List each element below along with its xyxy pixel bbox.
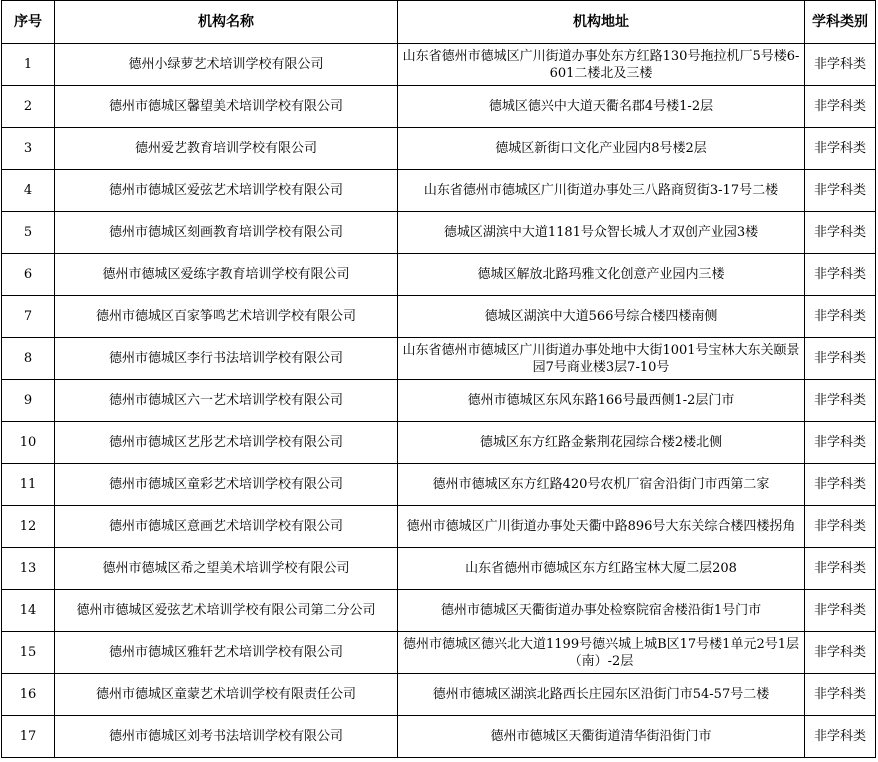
subject-type-cell: 非学科类: [805, 548, 876, 590]
table-row: [2, 548, 876, 590]
header-address: 机构地址: [398, 1, 805, 44]
institution-name-cell: 德州市德城区百家筝鸣艺术培训学校有限公司: [55, 296, 398, 338]
institution-address-cell: 德州市德城区天衢街道办事处检察院宿舍楼沿街1号门市: [398, 590, 805, 632]
table-row: [2, 422, 876, 464]
institution-address-cell: 山东省德州市德城区广川街道办事处三八路商贸街3-17号二楼: [398, 170, 805, 212]
table-row: [2, 254, 876, 296]
institution-name-cell: 德州市德城区爱练字教育培训学校有限公司: [55, 254, 398, 296]
subject-type-cell: 非学科类: [805, 632, 876, 674]
institution-address-cell: 德城区新街口文化产业园内8号楼2层: [398, 128, 805, 170]
row-number-cell: 5: [2, 212, 55, 254]
table-row: [2, 632, 876, 674]
row-number-cell: 14: [2, 590, 55, 632]
institution-address-cell: 德州市德城区天衢街道清华街沿街门市: [398, 716, 805, 758]
row-number-cell: 12: [2, 506, 55, 548]
institution-address-cell: 德城区德兴中大道天衢名郡4号楼1-2层: [398, 86, 805, 128]
subject-type-cell: 非学科类: [805, 44, 876, 86]
subject-type-cell: 非学科类: [805, 86, 876, 128]
table-body: [2, 44, 876, 758]
institution-name-cell: 德州市德城区李行书法培训学校有限公司: [55, 338, 398, 380]
table-row: [2, 170, 876, 212]
institution-name-cell: 德州市德城区六一艺术培训学校有限公司: [55, 380, 398, 422]
subject-type-cell: 非学科类: [805, 170, 876, 212]
institution-name-cell: 德州市德城区刻画教育培训学校有限公司: [55, 212, 398, 254]
row-number-cell: 13: [2, 548, 55, 590]
subject-type-cell: 非学科类: [805, 422, 876, 464]
table-row: [2, 44, 876, 86]
table-row: [2, 716, 876, 758]
institution-name-cell: 德州市德城区童彩艺术培训学校有限公司: [55, 464, 398, 506]
table-row: [2, 296, 876, 338]
table-row: [2, 590, 876, 632]
header-no: 序号: [2, 1, 55, 44]
header-type: 学科类别: [805, 1, 876, 44]
table-row: [2, 86, 876, 128]
row-number-cell: 4: [2, 170, 55, 212]
row-number-cell: 16: [2, 674, 55, 716]
institution-name-cell: 德州市德城区艺彤艺术培训学校有限公司: [55, 422, 398, 464]
header-row: [2, 1, 876, 44]
institution-address-cell: 德州市德城区东风东路166号最西侧1-2层门市: [398, 380, 805, 422]
row-number-cell: 11: [2, 464, 55, 506]
institution-name-cell: 德州市德城区刘考书法培训学校有限公司: [55, 716, 398, 758]
subject-type-cell: 非学科类: [805, 338, 876, 380]
institution-address-cell: 德城区湖滨中大道1181号众智长城人才双创产业园3楼: [398, 212, 805, 254]
subject-type-cell: 非学科类: [805, 464, 876, 506]
row-number-cell: 8: [2, 338, 55, 380]
institution-address-cell: 德城区东方红路金紫荆花园综合楼2楼北侧: [398, 422, 805, 464]
table-row: [2, 464, 876, 506]
institution-address-cell: 德州市德城区广川街道办事处天衢中路896号大东关综合楼四楼拐角: [398, 506, 805, 548]
institution-address-cell: 德州市德城区湖滨北路西长庄园东区沿街门市54-57号二楼: [398, 674, 805, 716]
subject-type-cell: 非学科类: [805, 674, 876, 716]
table-row: [2, 128, 876, 170]
institution-table: [1, 0, 876, 758]
header-name: 机构名称: [55, 1, 398, 44]
row-number-cell: 7: [2, 296, 55, 338]
institution-name-cell: 德州市德城区馨望美术培训学校有限公司: [55, 86, 398, 128]
subject-type-cell: 非学科类: [805, 506, 876, 548]
institution-address-cell: 山东省德州市德城区东方红路宝林大厦二层208: [398, 548, 805, 590]
institution-name-cell: 德州爱艺教育培训学校有限公司: [55, 128, 398, 170]
subject-type-cell: 非学科类: [805, 128, 876, 170]
institution-name-cell: 德州市德城区希之望美术培训学校有限公司: [55, 548, 398, 590]
subject-type-cell: 非学科类: [805, 590, 876, 632]
table-row: [2, 338, 876, 380]
institution-name-cell: 德州市德城区雅轩艺术培训学校有限公司: [55, 632, 398, 674]
row-number-cell: 15: [2, 632, 55, 674]
row-number-cell: 9: [2, 380, 55, 422]
subject-type-cell: 非学科类: [805, 212, 876, 254]
institution-name-cell: 德州市德城区爱弦艺术培训学校有限公司: [55, 170, 398, 212]
institution-address-cell: 德城区湖滨中大道566号综合楼四楼南侧: [398, 296, 805, 338]
table-row: [2, 212, 876, 254]
institution-address-cell: 山东省德州市德城区广川街道办事处地中大街1001号宝林大东关颐景园7号商业楼3层7-10号: [398, 338, 805, 380]
row-number-cell: 1: [2, 44, 55, 86]
institution-name-cell: 德州市德城区意画艺术培训学校有限公司: [55, 506, 398, 548]
institution-address-cell: 德州市德城区德兴北大道1199号德兴城上城B区17号楼1单元2号1层（南）-2层: [398, 632, 805, 674]
row-number-cell: 10: [2, 422, 55, 464]
institution-name-cell: 德州市德城区爱弦艺术培训学校有限公司第二分公司: [55, 590, 398, 632]
subject-type-cell: 非学科类: [805, 716, 876, 758]
institution-address-cell: 山东省德州市德城区广川街道办事处东方红路130号拖拉机厂5号楼6-601二楼北及三楼: [398, 44, 805, 86]
institution-name-cell: 德州市德城区童蒙艺术培训学校有限责任公司: [55, 674, 398, 716]
row-number-cell: 2: [2, 86, 55, 128]
row-number-cell: 17: [2, 716, 55, 758]
row-number-cell: 6: [2, 254, 55, 296]
row-number-cell: 3: [2, 128, 55, 170]
table-row: [2, 674, 876, 716]
subject-type-cell: 非学科类: [805, 254, 876, 296]
institution-address-cell: 德州市德城区东方红路420号农机厂宿舍沿街门市西第二家: [398, 464, 805, 506]
table-row: [2, 380, 876, 422]
table-row: [2, 506, 876, 548]
subject-type-cell: 非学科类: [805, 296, 876, 338]
institution-address-cell: 德城区解放北路玛雅文化创意产业园内三楼: [398, 254, 805, 296]
subject-type-cell: 非学科类: [805, 380, 876, 422]
institution-name-cell: 德州小绿萝艺术培训学校有限公司: [55, 44, 398, 86]
